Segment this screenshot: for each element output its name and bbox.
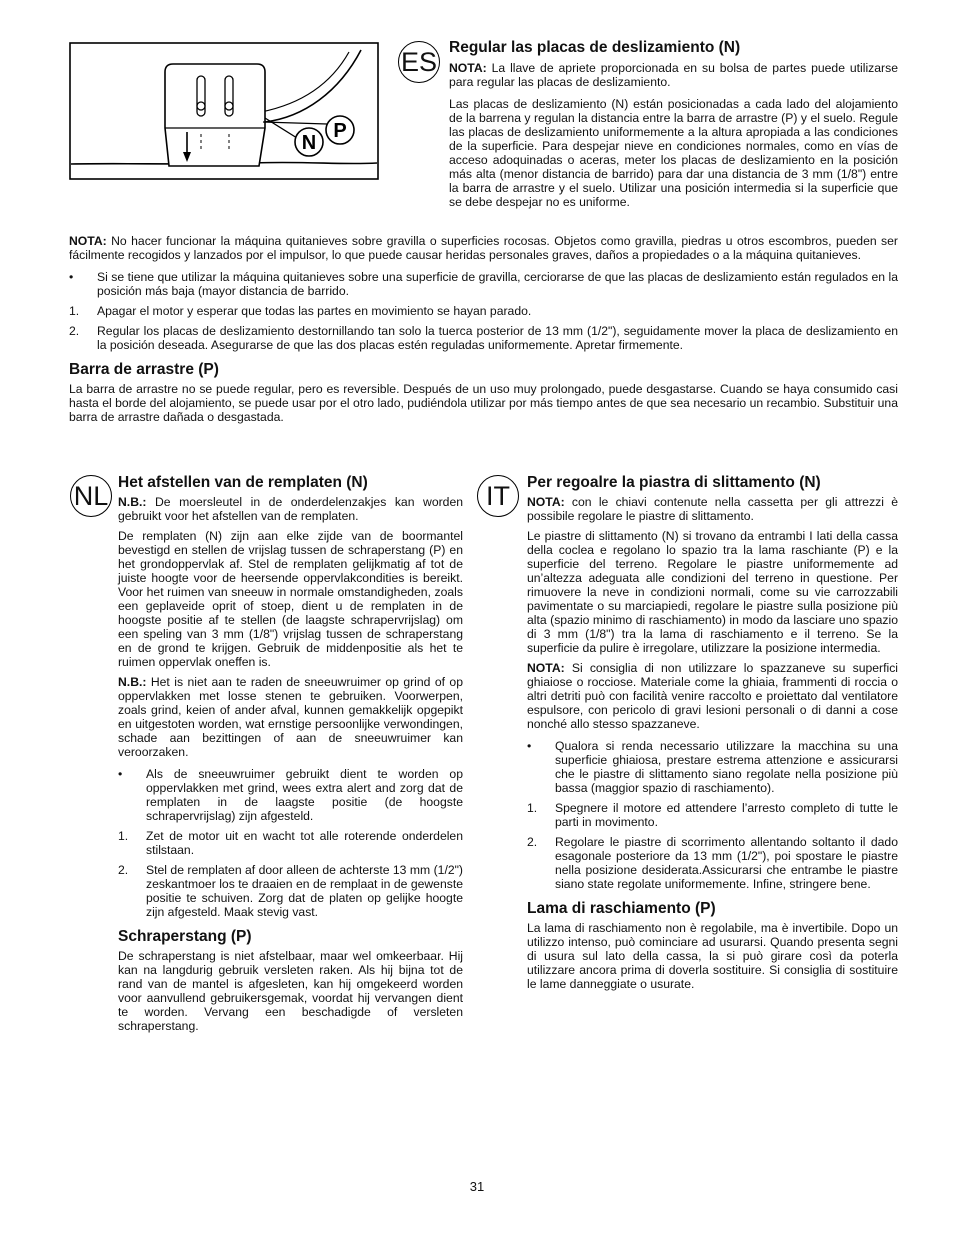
es-plates-title: Regular las placas de deslizamiento (N) <box>449 39 741 56</box>
nl-bar-title: Schraperstang (P) <box>118 928 252 945</box>
it-plates-title: Per regoalre la piastra di slittamento (N) <box>527 474 821 491</box>
it-bullet-item: • Qualora si renda necessario utilizzare la macchina su una superficie ghiaiosa, prestare estrema attenzione e assicurarsi che le piastre di slittamento siano regolate nella posizione più bassa (maggior spazio di raschiamento). <box>527 739 898 795</box>
es-main-block <box>69 234 898 424</box>
nl-plates-paragraph: De remplaten (N) zijn aan elke zijde van de boormantel bevestigd en stellen de vrijslag tussen de schraperstang (P) en het grondoppervlak af. Stel de remplaten gelijkmatig af tot de juiste hoogte voor de heersende oppervlakcondities is bereikt. Voor het ruimen van sneeuw in normale omstandigheden, zoals een geplaveide oprit of stoep, dient u de remplaten in de hoogste positie af te stellen (de laagste schrapervrijslag) om een speling van 3 mm (1/8") vrijslag tussen de schraperstang en de grond te krijgen. Gebruik de middenpositie als het te ruimen oppervlak oneffen is. <box>118 529 463 669</box>
skid-shoe-illustration <box>69 42 379 180</box>
lang-badge-nl: NL <box>70 475 112 517</box>
it-note-2: NOTA: Si consiglia di non utilizzare lo spazzaneve su superfici ghiaiose o rocciose. Materiale come la ghiaia, frammenti di roccia o altri detriti può con facilità venire raccolto e proiettato dal ventilatore espulsore, con pericolo di gravi lesioni personali o di danni a cose nonché allo stesso spazzaneve. <box>527 661 898 731</box>
skid-shoe-drawing <box>69 42 379 180</box>
es-bullet-item: • Si se tiene que utilizar la máquina quitanieves sobre una superficie de gravilla, cerciorarse de que las placas de deslizamiento están regulados en la posición más baja (mayor distancia de barrido. <box>69 270 898 298</box>
lang-badge-es: ES <box>398 41 440 83</box>
page-number: 31 <box>469 1179 485 1194</box>
nl-step-2: 2. Stel de remplaten af door alleen de achterste 13 mm (1/2") zeskantmoer los te draaien en de remplaat in de gewenste positie te schuiven. Zorg dat de platen op gelijke hoogte zijn afgesteld. Maak stevig vast. <box>118 863 463 919</box>
es-plates-paragraph: Las placas de deslizamiento (N) están posicionadas a cada lado del alojamiento de la barrena y regulan la distancia entre la barra de arrastre (P) y el suelo. Regule las placas de deslizamiento uniformemente a la altura apropiada a las condiciones de la superficie. Para despejar nieve en condiciones normales, como en vías de acceso adoquinadas o aceras, meter los placas de deslizamiento en la posición más alta (menor distancia de barrido) para dar una distancia de 3 mm (1/8") entre la barra de arrastre y el suelo. Utilizar una posición intermedia si la superficie que se debe despejar no es uniforme. <box>449 97 898 209</box>
it-step-2: 2. Regolare le piastre di scorrimento allentando soltanto il dado esagonale posteriore da 13 mm (1/2"), poi spostare le piastre nella posizione desiderata.Assicurarsi che entrambe le piastre siano state regolate uniformemente. Infine, stringere bene. <box>527 835 898 891</box>
es-note-2: NOTA: No hacer funcionar la máquina quitanieves sobre gravilla o superficies rocosas. Objetos como gravilla, piedras u otros escombros, pueden ser fácilmente recogidos y lanzados por el impulsor, lo que puede causar heridas personales graves, daños a propiedades o a la máquina quitanieves. <box>69 234 898 262</box>
it-note-1: NOTA: con le chiavi contenute nella cassetta per gli attrezzi è possibile regolare le piastre di slittamento. <box>527 495 898 523</box>
it-bar-title: Lama di raschiamento (P) <box>527 900 716 917</box>
lang-badge-it: IT <box>477 475 519 517</box>
nl-bullet-item: • Als de sneeuwruimer gebruikt dient te worden op oppervlakken met grind, wees extra alert and zorg dat de remplaten in de laagste positie (de hoogste schrapervrijslag) zijn afgesteld. <box>118 767 463 823</box>
it-plates-paragraph: Le piastre di slittamento (N) si trovano da entrambi I lati della cassa della coclea e regolano lo spazio tra la lama raschiante (P) e la superficie del terreno. Regolare le piastre uniformemente ad un’altezza adeguata alle condizioni del terreno in questione. Per rimuovere la neve in condizioni normali, come su vie carrozzabili pavimentate o su marciapiedi, regolare le piastre sulla posizione più alta (spazio minimo di raschiamento) in modo da lasciare uno spazio di 3 mm (1/8") tra la lama di raschiamento e il terreno. Se la superficie da pulire è irregolare, utilizzare la posizione intermedia. <box>527 529 898 655</box>
callout-n: N <box>301 132 317 154</box>
es-step-1: 1. Apagar el motor y esperar que todas las partes en movimiento se hayan parado. <box>69 304 532 318</box>
es-step-2: 2. Regular los placas de deslizamiento destornillando tan solo la tuerca posterior de 13 mm (1/2"), seguidamente mover la placa de deslizamiento en la posición deseada. Asegurarse de que las dos placas estén reguladas uniformemente. Apretar firmemente. <box>69 324 898 352</box>
callout-p: P <box>333 120 347 142</box>
nl-note-2: N.B.: Het is niet aan te raden de sneeuwruimer op grind of op oppervlakken met losse stenen te gebruiken. Voorwerpen, zoals grind, keien of ander afval, kunnen gemakkelijk opgepikt en uitgestoten worden, wat ernstige persoonlijke verwondingen, schade aan bezittingen of aan de sneeuwruimer kan veroorzaken. <box>118 675 463 759</box>
nl-plates-title: Het afstellen van de remplaten (N) <box>118 474 368 491</box>
es-note-1: NOTA: La llave de apriete proporcionada en su bolsa de partes puede utilizarse para regular las placas de deslizamiento. <box>449 61 898 89</box>
es-bar-paragraph: La barra de arrastre no se puede regular, pero es reversible. Después de un uso muy prolongado, puede desgastarse. Cuando se haya consumido casi hasta el borde del alojamiento, se puede usar por el otro lado, pudiéndola utilizar por más tiempo antes de que sea necesario un recambio. Substituir una barra de arrastre dañada o desgastada. <box>69 382 898 424</box>
nl-step-1: 1. Zet de motor uit en wacht tot alle roterende onderdelen stilstaan. <box>118 829 463 857</box>
nl-note-1: N.B.: De moersleutel in de onderdelenzakjes kan worden gebruikt voor het afstellen van de remplaten. <box>118 495 463 523</box>
it-block <box>527 474 898 991</box>
es-plates-block <box>449 39 898 209</box>
nl-block <box>118 474 463 1033</box>
nl-bar-paragraph: De schraperstang is niet afstelbaar, maar wel omkeerbaar. Hij kan na langdurig gebruik versleten raken. Als hij bijna tot de rand van de mantel is afgesleten, kan hij omgekeerd worden voor aanvullend gebruikersgemak, voordat hij vervangen dient te worden. Vervang een beschadigde of versleten schraperstang. <box>118 949 463 1033</box>
it-bar-paragraph: La lama di raschiamento non è regolabile, ma è invertibile. Dopo un utilizzo intenso, può cominciare ad usurarsi. Quando presenta segni di usura sul lato della cassa, la si può girare così da poterla utilizzare ancora prima di doverla sostituire. Si consiglia di sostituire le lame danneggiate o usurate. <box>527 921 898 991</box>
es-bar-title: Barra de arrastre (P) <box>69 361 219 378</box>
it-step-1: 1. Spegnere il motore ed attendere l’arresto completo di tutte le parti in movimento. <box>527 801 898 829</box>
